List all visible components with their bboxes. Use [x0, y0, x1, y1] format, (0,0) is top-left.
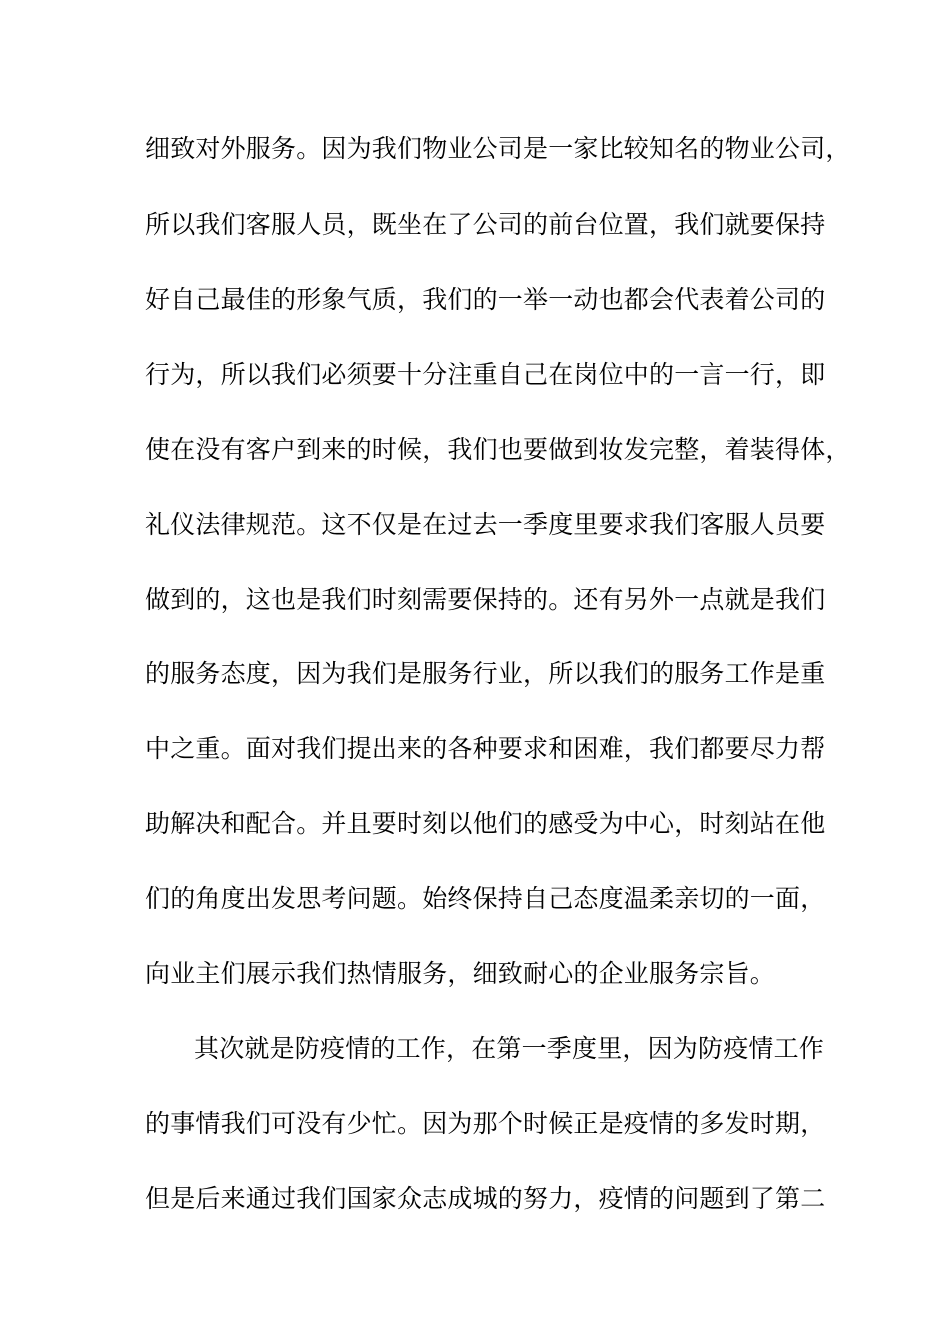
paragraph-line: 但是后来通过我们国家众志成城的努力，疫情的问题到了第二 [145, 1184, 826, 1213]
paragraph-line: 中之重。面对我们提出来的各种要求和困难，我们都要尽力帮 [145, 734, 826, 763]
paragraph-line: 们的角度出发思考问题。始终保持自己态度温柔亲切的一面， [145, 884, 826, 913]
paragraph-first-line: 其次就是防疫情的工作，在第一季度里，因为防疫情工作 [194, 1034, 825, 1063]
paragraph-line: 好自己最佳的形象气质，我们的一举一动也都会代表着公司的 [145, 285, 826, 314]
paragraph-line: 礼仪法律规范。这不仅是在过去一季度里要求我们客服人员要 [145, 510, 826, 539]
paragraph-line: 的事情我们可没有少忙。因为那个时候正是疫情的多发时期， [145, 1109, 826, 1138]
paragraph-line: 所以我们客服人员，既坐在了公司的前台位置，我们就要保持 [145, 210, 826, 239]
paragraph-line: 使在没有客户到来的时候，我们也要做到妆发完整，着装得体， [145, 435, 851, 464]
paragraph-line: 向业主们展示我们热情服务，细致耐心的企业服务宗旨。 [145, 959, 776, 988]
paragraph-line: 做到的，这也是我们时刻需要保持的。还有另外一点就是我们 [145, 585, 826, 614]
paragraph-line: 助解决和配合。并且要时刻以他们的感受为中心，时刻站在他 [145, 809, 826, 838]
paragraph-line: 行为，所以我们必须要十分注重自己在岗位中的一言一行，即 [145, 360, 826, 389]
paragraph-line: 细致对外服务。因为我们物业公司是一家比较知名的物业公司， [145, 134, 851, 163]
paragraph-line: 的服务态度，因为我们是服务行业，所以我们的服务工作是重 [145, 659, 826, 688]
